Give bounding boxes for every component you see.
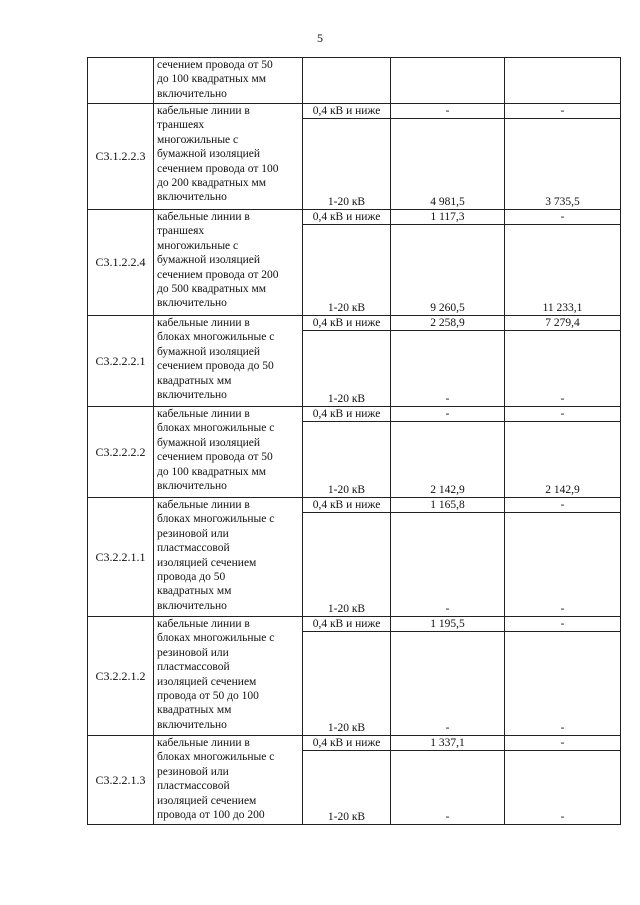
description-line: кабельные линии в <box>157 737 250 749</box>
description-line: кабельные линии в <box>157 317 250 329</box>
description-line: пластмассовой <box>157 780 230 793</box>
rate-column-1-cell-lower: 9 260,5 <box>430 302 465 314</box>
tariff-table <box>87 57 621 825</box>
rate-column-2-cell <box>505 617 621 736</box>
item-code: С3.1.2.2.4 <box>88 210 154 316</box>
rate-column-2-cell <box>505 104 621 210</box>
rate-column-1-cell-lower: - <box>445 811 450 823</box>
description-line: траншеях <box>157 225 205 238</box>
description-line: включительно <box>157 480 227 493</box>
tariff-table-body <box>88 58 621 825</box>
item-code: С3.2.2.1.1 <box>88 498 154 617</box>
rate-column-1-cell-upper: - <box>391 407 504 422</box>
description-line: включительно <box>157 297 227 310</box>
rate-column-2-cell <box>505 316 621 407</box>
voltage-cell <box>303 498 391 617</box>
voltage-cell <box>303 58 391 104</box>
description-line: резиновой или <box>157 765 229 778</box>
voltage-cell <box>303 316 391 407</box>
description-line: до 500 квадратных мм <box>157 283 267 296</box>
description-line: сечением провода от 100 <box>157 162 279 175</box>
description-line: блоках многожильные с <box>157 331 275 344</box>
item-code: С3.2.2.1.3 <box>88 736 154 825</box>
voltage-cell-upper: 0,4 кВ и ниже <box>303 617 390 632</box>
rate-column-1-cell <box>391 104 505 210</box>
rate-column-2-cell-upper: - <box>505 736 620 751</box>
item-description <box>154 617 303 736</box>
description-line: до 100 квадратных мм <box>157 73 267 86</box>
description-line: многожильные с <box>157 133 239 146</box>
rate-column-1-cell-upper: 1 165,8 <box>391 498 504 513</box>
description-line: блоках многожильные с <box>157 632 275 645</box>
description-line: до 100 квадратных мм <box>157 465 267 478</box>
voltage-cell-upper: 0,4 кВ и ниже <box>303 407 390 422</box>
rate-column-2-cell-lower: - <box>560 603 565 615</box>
voltage-cell-upper: 0,4 кВ и ниже <box>303 498 390 513</box>
voltage-cell <box>303 407 391 498</box>
item-description <box>154 104 303 210</box>
description-line: включительно <box>157 718 227 731</box>
table-row <box>88 617 621 736</box>
item-code: С3.2.2.1.2 <box>88 617 154 736</box>
item-code <box>88 58 154 104</box>
rate-column-1-cell-lower: - <box>445 722 450 734</box>
rate-column-2-cell-lower: - <box>560 722 565 734</box>
description-line: траншеях <box>157 119 205 132</box>
rate-column-1-cell-lower: - <box>445 603 450 615</box>
rate-column-2-cell <box>505 736 621 825</box>
rate-column-1-cell-lower: 2 142,9 <box>430 484 465 496</box>
rate-column-1-cell-upper: 1 337,1 <box>391 736 504 751</box>
description-line: бумажной изоляцией <box>157 345 261 358</box>
description-line: сечением провода от 50 <box>157 451 273 464</box>
voltage-cell <box>303 617 391 736</box>
description-line: пластмассовой <box>157 661 230 674</box>
rate-column-2-cell-lower: - <box>560 393 565 405</box>
rate-column-2-cell-upper: - <box>505 210 620 225</box>
description-line: сечением провода от 200 <box>157 268 279 281</box>
rate-column-2-cell-lower: - <box>560 811 565 823</box>
table-row <box>88 736 621 825</box>
table-row <box>88 407 621 498</box>
table-row <box>88 498 621 617</box>
voltage-cell-upper: 0,4 кВ и ниже <box>303 316 390 331</box>
description-line: включительно <box>157 87 227 100</box>
item-description <box>154 210 303 316</box>
description-line: включительно <box>157 191 227 204</box>
item-code: С3.2.2.2.1 <box>88 316 154 407</box>
description-line: включительно <box>157 389 227 402</box>
rate-column-1-cell <box>391 617 505 736</box>
rate-column-2-cell-upper: - <box>505 104 620 119</box>
description-line: квадратных мм <box>157 374 232 387</box>
voltage-cell-lower: 1-20 кВ <box>327 196 366 208</box>
description-line: квадратных мм <box>157 704 232 717</box>
description-line: кабельные линии в <box>157 408 250 420</box>
rate-column-1-cell <box>391 498 505 617</box>
description-line: резиновой или <box>157 527 229 540</box>
description-line: блоках многожильные с <box>157 513 275 526</box>
voltage-cell-upper: 0,4 кВ и ниже <box>303 736 390 751</box>
description-line: до 200 квадратных мм <box>157 177 267 190</box>
rate-column-1-cell <box>391 210 505 316</box>
rate-column-1-cell <box>391 58 505 104</box>
rate-column-1-cell-lower: - <box>445 393 450 405</box>
description-line: провода от 50 до 100 <box>157 690 259 703</box>
voltage-cell-upper: 0,4 кВ и ниже <box>303 210 390 225</box>
rate-column-1-cell-upper: - <box>391 104 504 119</box>
item-description <box>154 407 303 498</box>
item-code: С3.1.2.2.3 <box>88 104 154 210</box>
rate-column-2-cell-lower: 2 142,9 <box>545 484 580 496</box>
voltage-cell-lower: 1-20 кВ <box>327 484 366 496</box>
rate-column-1-cell-upper: 1 117,3 <box>391 210 504 225</box>
voltage-cell-lower: 1-20 кВ <box>327 722 366 734</box>
description-line: пластмассовой <box>157 542 230 555</box>
description-line: кабельные линии в <box>157 105 250 117</box>
voltage-cell <box>303 104 391 210</box>
rate-column-2-cell <box>505 210 621 316</box>
rate-column-1-cell <box>391 736 505 825</box>
item-description <box>154 736 303 825</box>
description-line: кабельные линии в <box>157 499 250 511</box>
table-row <box>88 58 621 104</box>
description-line: бумажной изоляцией <box>157 436 261 449</box>
description-line: резиновой или <box>157 646 229 659</box>
description-line: блоках многожильные с <box>157 751 275 764</box>
voltage-cell <box>303 210 391 316</box>
description-line: бумажной изоляцией <box>157 254 261 267</box>
description-line: бумажной изоляцией <box>157 148 261 161</box>
description-line: многожильные с <box>157 239 239 252</box>
description-line: кабельные линии в <box>157 211 250 223</box>
rate-column-2-cell <box>505 58 621 104</box>
rate-column-1-cell-lower: 4 981,5 <box>430 196 465 208</box>
description-line: кабельные линии в <box>157 618 250 630</box>
description-line: сечением провода до 50 <box>157 360 274 373</box>
item-description <box>154 498 303 617</box>
description-line: изоляцией сечением <box>157 794 257 807</box>
item-code: С3.2.2.2.2 <box>88 407 154 498</box>
rate-column-1-cell <box>391 316 505 407</box>
voltage-cell-upper: 0,4 кВ и ниже <box>303 104 390 119</box>
description-line: провода до 50 <box>157 571 226 584</box>
rate-column-2-cell-upper: - <box>505 617 620 632</box>
voltage-cell <box>303 736 391 825</box>
table-row <box>88 210 621 316</box>
voltage-cell-lower: 1-20 кВ <box>327 811 366 823</box>
rate-column-2-cell-lower: 3 735,5 <box>545 196 580 208</box>
rate-column-2-cell-upper: 7 279,4 <box>505 316 620 331</box>
page-number: 5 <box>317 31 323 45</box>
description-line: изоляцией сечением <box>157 556 257 569</box>
description-line: квадратных мм <box>157 585 232 598</box>
voltage-cell-lower: 1-20 кВ <box>327 603 366 615</box>
table-row <box>88 104 621 210</box>
description-line: сечением провода от 50 <box>157 59 273 71</box>
rate-column-1-cell-upper: 2 258,9 <box>391 316 504 331</box>
description-line: включительно <box>157 599 227 612</box>
rate-column-1-cell-upper: 1 195,5 <box>391 617 504 632</box>
rate-column-2-cell <box>505 407 621 498</box>
rate-column-2-cell-upper: - <box>505 407 620 422</box>
rate-column-2-cell-upper: - <box>505 498 620 513</box>
item-description <box>154 316 303 407</box>
rate-column-1-cell <box>391 407 505 498</box>
description-line: изоляцией сечением <box>157 675 257 688</box>
table-row <box>88 316 621 407</box>
voltage-cell-lower: 1-20 кВ <box>327 302 366 314</box>
rate-column-2-cell <box>505 498 621 617</box>
voltage-cell-lower: 1-20 кВ <box>327 393 366 405</box>
item-description <box>154 58 303 104</box>
description-line: блоках многожильные с <box>157 422 275 435</box>
description-line: провода от 100 до 200 <box>157 809 265 822</box>
rate-column-2-cell-lower: 11 233,1 <box>542 302 583 314</box>
